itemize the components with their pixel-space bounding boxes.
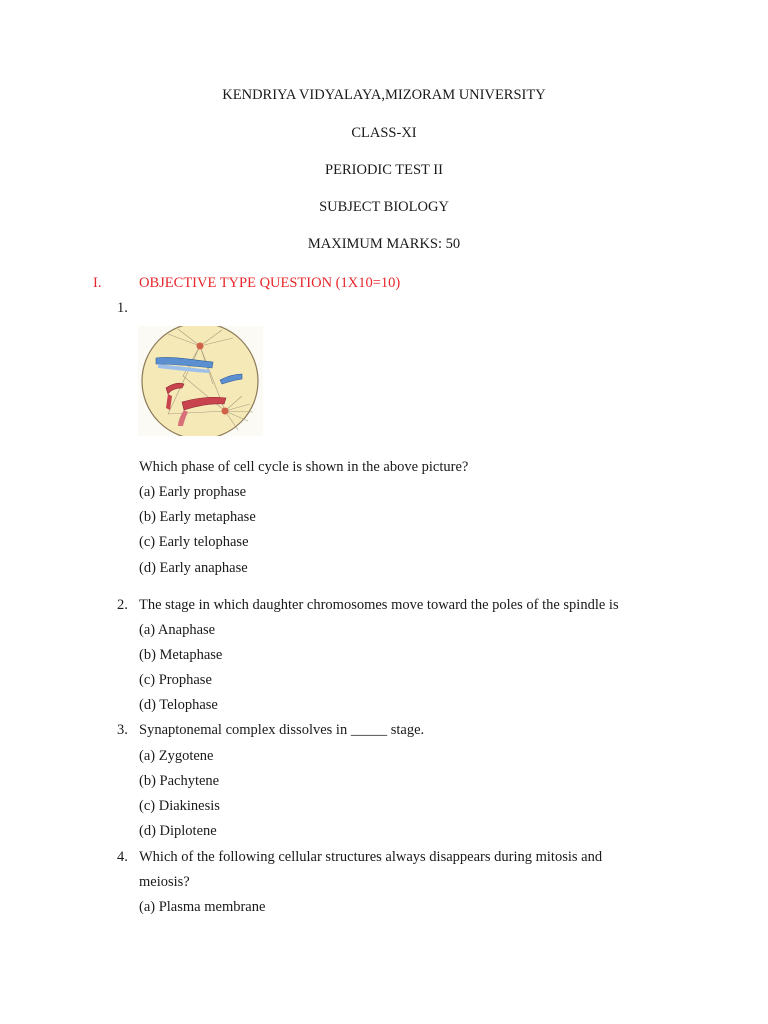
question-2-option-b: (b) Metaphase — [139, 647, 223, 663]
question-3-option-b: (b) Pachytene — [139, 773, 220, 789]
question-2-option-d: (d) Telophase — [139, 697, 218, 713]
school-name: KENDRIYA VIDYALAYA,MIZORAM UNIVERSITY — [222, 87, 546, 103]
max-marks: MAXIMUM MARKS: 50 — [307, 236, 461, 252]
cell-division-illustration — [138, 326, 263, 436]
question-1-option-d: (d) Early anaphase — [139, 560, 248, 576]
subject-label: SUBJECT BIOLOGY — [319, 199, 449, 215]
question-4-text: Which of the following cellular structures always disappears during mitosis and — [139, 849, 603, 865]
question-2-text: The stage in which daughter chromosomes move toward the poles of the spindle is — [139, 597, 619, 613]
question-1-number: 1. — [117, 300, 128, 316]
section-title: OBJECTIVE TYPE QUESTION (1X10=10) — [139, 275, 401, 291]
question-1-option-b: (b) Early metaphase — [139, 509, 256, 525]
test-title: PERIODIC TEST II — [325, 162, 443, 178]
question-3-option-c: (c) Diakinesis — [139, 798, 220, 814]
centrosome-bottom — [222, 408, 229, 415]
question-3-option-a: (a) Zygotene — [139, 748, 214, 764]
centrosome-top — [197, 343, 204, 350]
question-3-text: Synaptonemal complex dissolves in _____ stage. — [139, 722, 425, 738]
question-1-text: Which phase of cell cycle is shown in the above picture? — [139, 459, 469, 475]
question-3-number: 3. — [117, 722, 128, 738]
question-1-option-a: (a) Early prophase — [139, 484, 247, 500]
question-2-option-c: (c) Prophase — [139, 672, 212, 688]
question-4-option-a: (a) Plasma membrane — [139, 899, 266, 915]
question-2-option-a: (a) Anaphase — [139, 622, 216, 638]
question-4-text-continued: meiosis? — [139, 874, 190, 890]
class-label: CLASS-XI — [351, 125, 417, 141]
question-2-number: 2. — [117, 597, 128, 613]
question-3-option-d: (d) Diplotene — [139, 823, 217, 839]
cell-division-figure — [138, 326, 263, 436]
section-numeral: I. — [93, 275, 102, 291]
question-1-option-c: (c) Early telophase — [139, 534, 249, 550]
question-4-number: 4. — [117, 849, 128, 865]
